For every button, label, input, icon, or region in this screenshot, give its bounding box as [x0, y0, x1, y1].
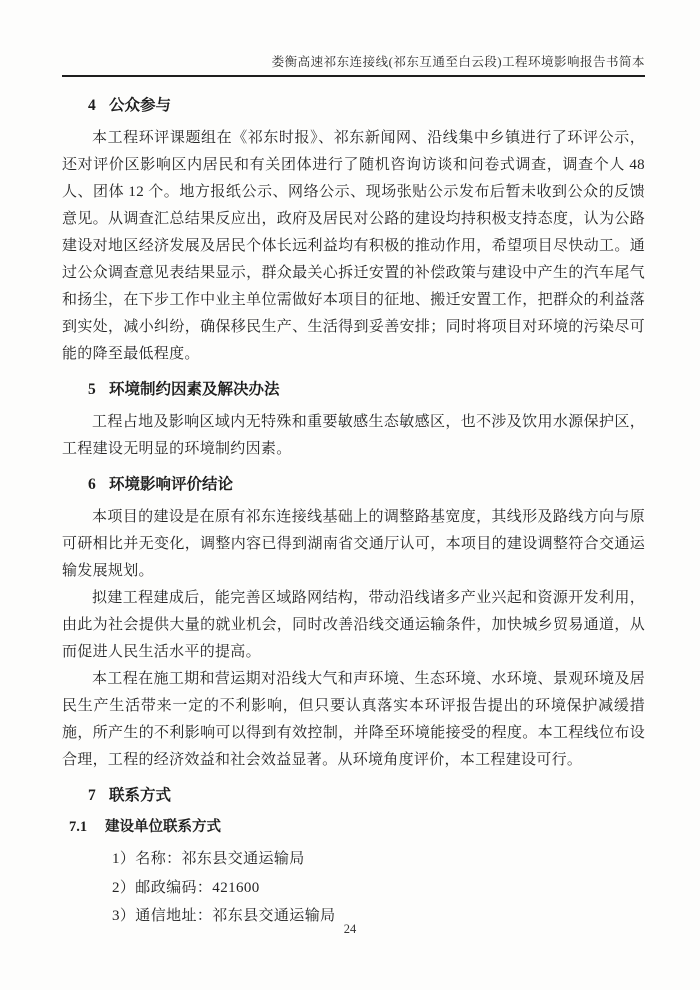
- section-heading: [62, 783, 645, 809]
- section-heading: [62, 472, 645, 498]
- section-title: 联系方式: [109, 787, 172, 804]
- section-title: 公众参与: [109, 97, 172, 114]
- page-number: 24: [343, 922, 357, 936]
- section-number: 6: [88, 476, 96, 493]
- paragraph: 拟建工程建成后，能完善区域路网结构，带动沿线诸多产业兴起和资源开发利用，由此为社会提供大量的就业机会，同时改善沿线交通运输条件，加快城乡贸易通道，从而促进人民生活水平的提高。: [62, 590, 645, 660]
- section-number: 4: [88, 97, 96, 114]
- section-contact-info: [62, 783, 645, 931]
- subsection-heading: [62, 815, 645, 840]
- section-heading: [62, 377, 645, 403]
- section-environmental-constraints: [62, 377, 645, 463]
- section-heading: [62, 93, 645, 119]
- list-item: 3）通信地址：祁东县交通运输局: [112, 908, 336, 924]
- list-item: 1）名称：祁东县交通运输局: [112, 851, 305, 867]
- subsection-number: 7.1: [69, 819, 88, 835]
- subsection-title: 建设单位联系方式: [105, 819, 221, 835]
- running-header: 娄衡高速祁东连接线(祁东互通至白云段)工程环境影响报告书简本: [62, 54, 645, 77]
- section-number: 5: [88, 381, 96, 398]
- contact-list: [62, 845, 645, 931]
- paragraph: 本工程环评课题组在《祁东时报》、祁东新闻网、沿线集中乡镇进行了环评公示，还对评价区影响区内居民和有关团体进行了随机咨询访谈和问卷式调查，调查个人 48 人、团体 12 个。地方报纸公示、网络公示、现场张贴公示发布后暂未收到公众的反馈意见。从调查汇总结果反应出，政府及居民对公路的建设均持积极支持态度，认为公路建设对地区经济发展及居民个体长远利益均有积极的推动作用，希望项目尽快动工。通过公众调查意见表结果显示，群众最关心拆迁安置的补偿政策与建设中产生的汽车尾气和扬尘，在下步工作中业主单位需做好本项目的征地、搬迁安置工作，把群众的利益落到实处，减小纠纷，确保移民生产、生活得到妥善安排；同时将项目对环境的污染尽可能的降至最低程度。: [62, 130, 645, 362]
- section-title: 环境影响评价结论: [109, 476, 234, 493]
- list-item: 2）邮政编码：421600: [112, 879, 260, 896]
- section-number: 7: [88, 787, 96, 804]
- paragraph: 工程占地及影响区域内无特殊和重要敏感生态敏感区，也不涉及饮用水源保护区，工程建设无明显的环境制约因素。: [62, 414, 645, 457]
- paragraph: 本工程在施工期和营运期对沿线大气和声环境、生态环境、水环境、景观环境及居民生产生活带来一定的不利影响，但只要认真落实本环评报告提出的环境保护减缓措施，所产生的不利影响可以得到有效控制，并降至环境能接受的程度。本工程线位布设合理，工程的经济效益和社会效益显著。从环境角度评价，本工程建设可行。: [62, 671, 645, 768]
- document-body: [62, 84, 645, 931]
- section-eia-conclusion: [62, 472, 645, 774]
- section-public-participation: [62, 93, 645, 368]
- paragraph: 本项目的建设是在原有祁东连接线基础上的调整路基宽度，其线形及路线方向与原可研相比并无变化，调整内容已得到湖南省交通厅认可，本项目的建设调整符合交通运输发展规划。: [62, 509, 645, 579]
- section-title: 环境制约因素及解决办法: [109, 381, 280, 398]
